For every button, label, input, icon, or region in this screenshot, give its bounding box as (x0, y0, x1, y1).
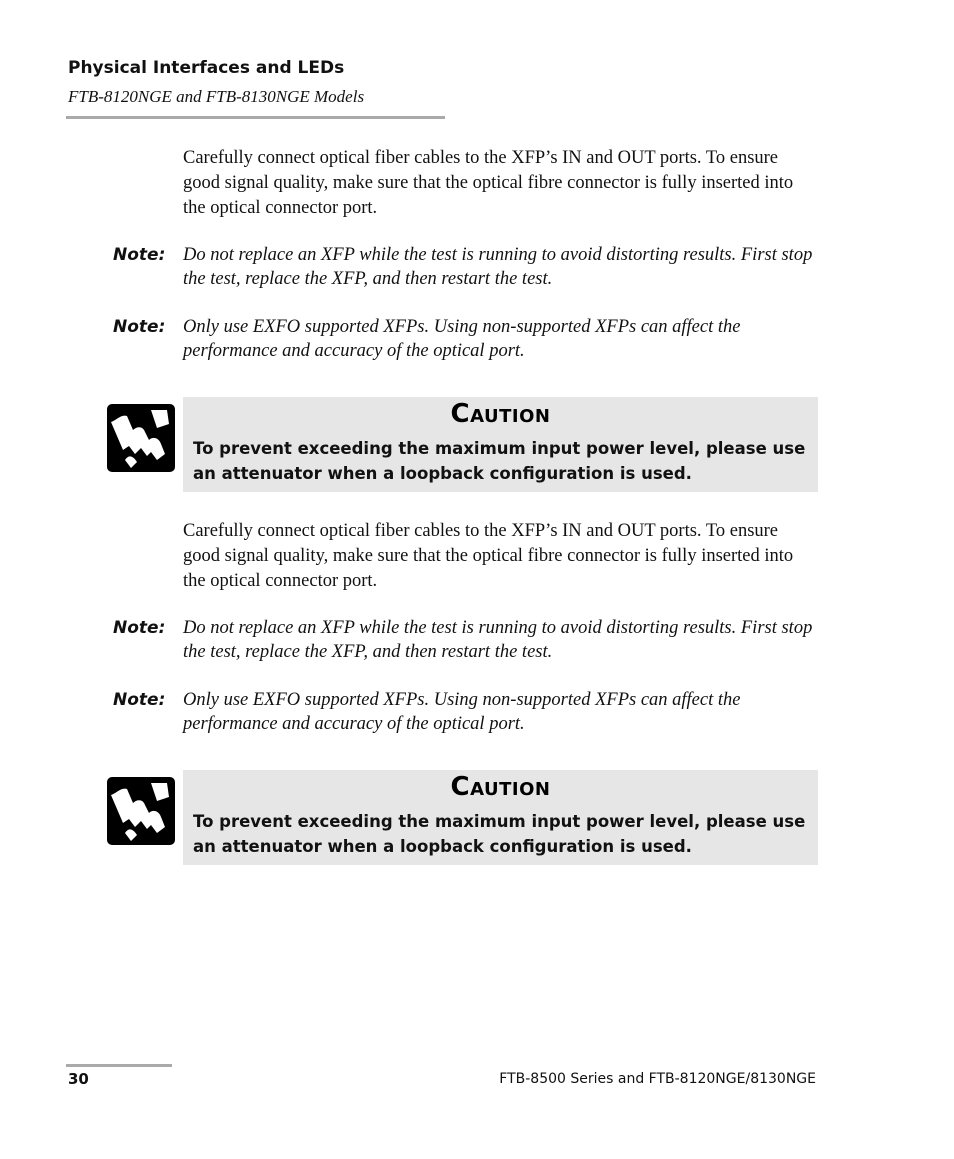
caution-box (183, 770, 818, 865)
note-text: Only use EXFO supported XFPs. Using non-supported XFPs can affect the performance and accuracy of the optical port. (183, 690, 741, 734)
header-divider (66, 116, 445, 119)
note-label: Note: (113, 690, 166, 710)
note-text: Do not replace an XFP while the test is running to avoid distorting results. First stop the test, replace the XFP, and then restart the test. (183, 618, 813, 662)
caution-text: To prevent exceeding the maximum input power level, please use an attenuator when a loopback configuration is used. (193, 439, 806, 483)
footer-doc-title: FTB-8500 Series and FTB-8120NGE/8130NGE (499, 1071, 816, 1087)
page-header-subtitle: FTB-8120NGE and FTB-8130NGE Models (68, 87, 365, 106)
note-label: Note: (113, 618, 166, 638)
caution-box (183, 397, 818, 492)
body-paragraph: Carefully connect optical fiber cables to the XFP’s IN and OUT ports. To ensure good signal quality, make sure that the optical fibre connector is fully inserted into the optical connector port. (183, 148, 794, 218)
caution-text: To prevent exceeding the maximum input power level, please use an attenuator when a loopback configuration is used. (193, 812, 806, 856)
footer-divider (66, 1064, 172, 1067)
caution-title: Caution (450, 399, 551, 429)
page-header-title: Physical Interfaces and LEDs (68, 58, 345, 78)
body-paragraph: Carefully connect optical fiber cables to the XFP’s IN and OUT ports. To ensure good signal quality, make sure that the optical fibre connector is fully inserted into the optical connector port. (183, 521, 794, 591)
page-number: 30 (68, 1070, 89, 1088)
note-label: Note: (113, 317, 166, 337)
note-text: Only use EXFO supported XFPs. Using non-supported XFPs can affect the performance and accuracy of the optical port. (183, 317, 741, 361)
note-label: Note: (113, 245, 166, 265)
caution-title: Caution (450, 772, 551, 802)
caution-hand-icon (107, 404, 175, 472)
note-text: Do not replace an XFP while the test is running to avoid distorting results. First stop the test, replace the XFP, and then restart the test. (183, 245, 813, 289)
caution-hand-icon (107, 777, 175, 845)
